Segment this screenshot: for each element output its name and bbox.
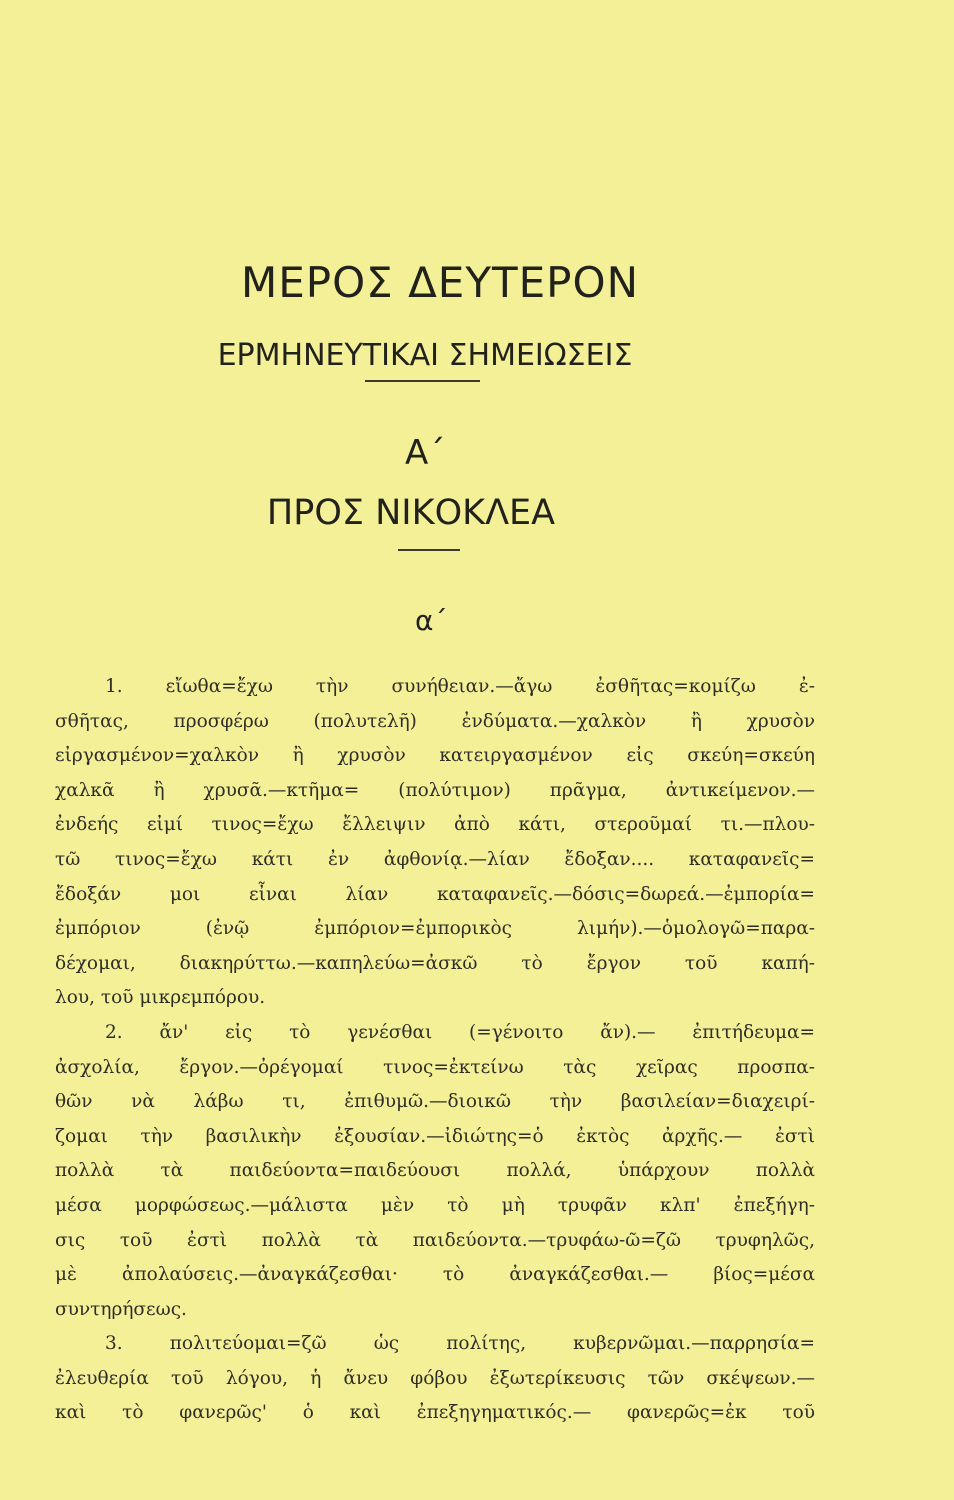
text-line: ἔδοξάν μοι εἶναι λίαν καταφανεῖς.—δόσις=δωρεά.—ἐμπορία= <box>55 883 815 905</box>
text-line: ἐλευθερία τοῦ λόγου, ἡ ἄνευ φόβου ἐξωτερίκευσις τῶν σκέψεων.— <box>55 1367 815 1389</box>
section-title: ΠΡΟΣ ΝΙΚΟΚΛΕΑ <box>266 493 556 533</box>
divider-rule <box>398 549 460 551</box>
text-line: ἐμπόριον (ἐνῷ ἐμπόριον=ἐμπορικὸς λιμήν).—ὁμολογῶ=παρα- <box>55 918 815 940</box>
text-line: συντηρήσεως. <box>55 1298 187 1320</box>
part-subtitle: ΕΡΜΗΝΕΥΤΙΚΑΙ ΣΗΜΕΙΩΣΕΙΣ <box>217 338 633 373</box>
text-line: καὶ τὸ φανερῶς' ὁ καὶ ἐπεξηγηματικός.— φανερῶς=ἐκ τοῦ <box>55 1402 815 1424</box>
text-line: σις τοῦ ἐστὶ πολλὰ τὰ παιδεύοντα.—τρυφάω-ῶ=ζῶ τρυφηλῶς, <box>55 1229 815 1251</box>
text-line: λου, τοῦ μικρεμπόρου. <box>55 987 266 1009</box>
text-line: ἀσχολία, ἔργον.—ὀρέγομαί τινος=ἐκτείνω τὰς χεῖρας προσπα- <box>55 1056 815 1078</box>
text-line: σθῆτας, προσφέρω (πολυτελῆ) ἐνδύματα.—χαλκὸν ἢ χρυσὸν <box>55 710 815 732</box>
text-line: μὲ ἀπολαύσεις.—ἀναγκάζεσθαι· τὸ ἀναγκάζεσθαι.— βίος=μέσα <box>55 1264 815 1286</box>
text-line: εἰργασμένον=χαλκὸν ἢ χρυσὸν κατειργασμένον εἰς σκεύη=σκεύη <box>55 745 815 767</box>
divider-rule <box>365 380 480 382</box>
text-line: 1. εἴωθα=ἔχω τὴν συνήθειαν.—ἄγω ἐσθῆτας=κομίζω ἐ- <box>105 676 815 697</box>
section-letter: Α΄ <box>405 433 446 473</box>
text-line: θῶν νὰ λάβω τι, ἐπιθυμῶ.—διοικῶ τὴν βασιλείαν=διαχειρί- <box>55 1091 815 1113</box>
text-line: ζομαι τὴν βασιλικὴν ἐξουσίαν.—ἰδιώτης=ὁ ἐκτὸς ἀρχῆς.— ἐστὶ <box>55 1125 815 1147</box>
part-title: ΜΕΡΟΣ ΔΕΥΤΕΡΟΝ <box>241 258 639 307</box>
text-line: τῶ τινος=ἔχω κάτι ἐν ἀφθονίᾳ.—λίαν ἔδοξαν.... καταφανεῖς= <box>55 848 815 870</box>
commentary-text <box>55 670 815 1431</box>
text-line: χαλκᾶ ἢ χρυσᾶ.—κτῆμα= (πολύτιμον) πρᾶγμα, ἀντικείμενον.— <box>55 779 815 801</box>
text-line: 3. πολιτεύομαι=ζῶ ὡς πολίτης, κυβερνῶμαι.—παρρησία= <box>105 1333 815 1355</box>
text-line: δέχομαι, διακηρύττω.—καπηλεύω=ἀσκῶ τὸ ἔργον τοῦ καπή- <box>55 952 815 974</box>
text-line: ἐνδεής εἰμί τινος=ἔχω ἔλλειψιν ἀπὸ κάτι, στεροῦμαί τι.—πλου- <box>55 814 815 836</box>
text-line: πολλὰ τὰ παιδεύοντα=παιδεύουσι πολλά, ὑπάρχουν πολλὰ <box>55 1160 815 1182</box>
text-line: μέσα μορφώσεως.—μάλιστα μὲν τὸ μὴ τρυφᾶν κλπ' ἐπεξήγη- <box>55 1194 815 1216</box>
text-line: 2. ἄν' εἰς τὸ γενέσθαι (=γένοιτο ἄν).— ἐπιτήδευμα= <box>105 1021 815 1043</box>
subsection-letter: α΄ <box>415 604 448 637</box>
